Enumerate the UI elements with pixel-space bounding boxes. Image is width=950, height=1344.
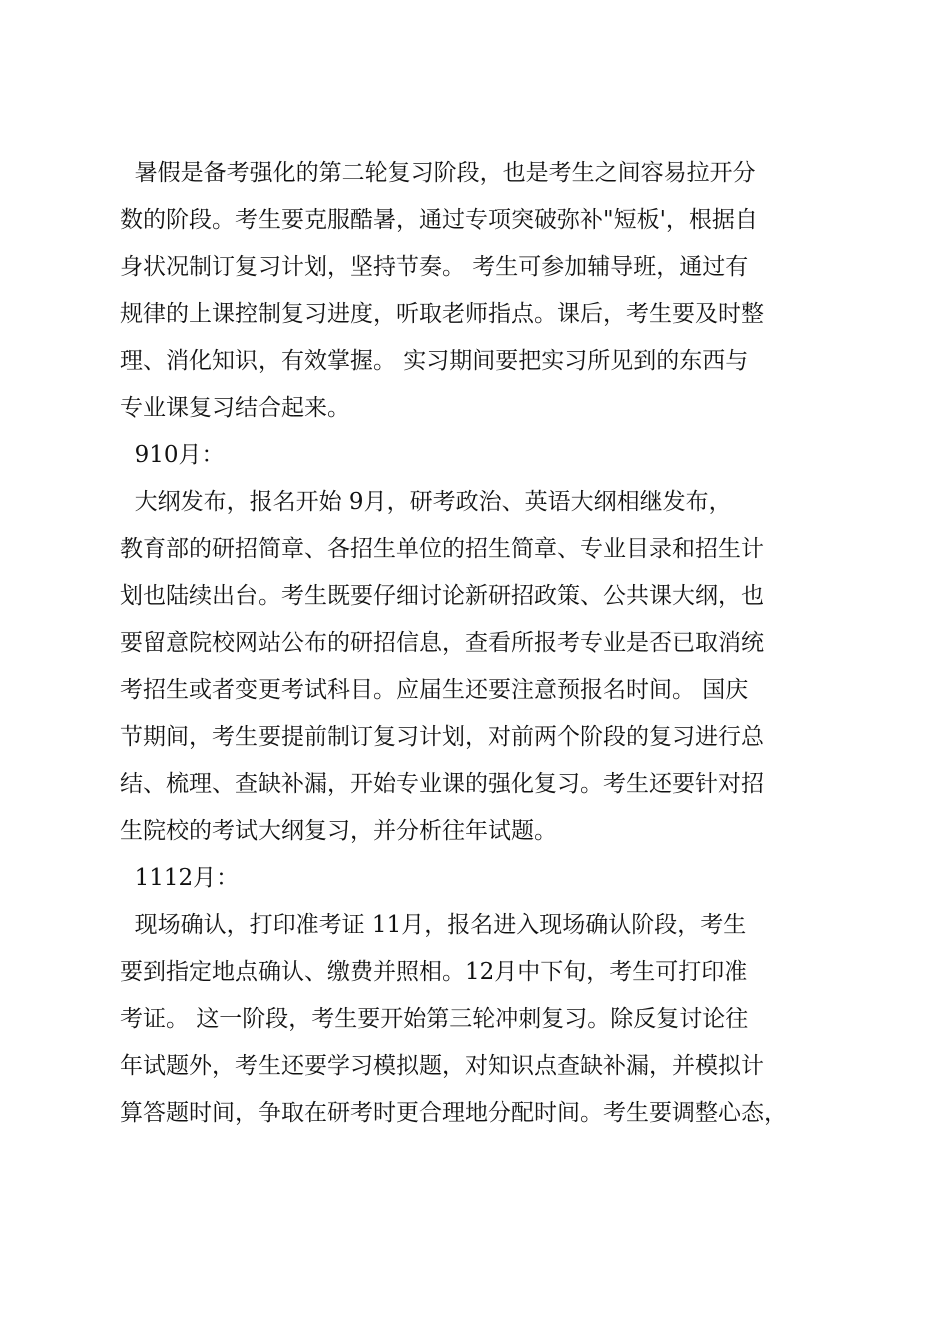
text-line: 现场确认，打印准考证 11月，报名进入现场确认阶段，考生: [120, 912, 747, 938]
text-line: 规律的上课控制复习进度，听取老师指点。课后，考生要及时整: [120, 301, 764, 327]
text-line: 数的阶段。考生要克服酷暑，通过专项突破弥补"短板'，根据自: [120, 207, 758, 233]
text-line: 要留意院校网站公布的研招信息，查看所报考专业是否已取消统: [120, 630, 764, 656]
text-line: 考证。 这一阶段，考生要开始第三轮冲刺复习。除反复讨论往: [120, 1006, 749, 1032]
text-line: 大纲发布，报名开始 9月，研考政治、英语大纲相继发布，: [120, 489, 732, 515]
section-heading: 910月：: [120, 442, 225, 468]
text-line: 身状况制订复习计划，坚持节奏。 考生可参加辅导班，通过有: [120, 254, 749, 280]
text-line: 划也陆续出台。考生既要仔细讨论新研招政策、公共课大纲，也: [120, 583, 764, 609]
text-line: 算答题时间，争取在研考时更合理地分配时间。考生要调整心态，: [120, 1100, 787, 1126]
text-line: 理、消化知识，有效掌握。 实习期间要把实习所见到的东西与: [120, 348, 749, 374]
document-body: [120, 150, 840, 1137]
text-line: 考招生或者变更考试科目。应届生还要注意预报名时间。 国庆: [120, 677, 749, 703]
text-line: 专业课复习结合起来。: [120, 395, 350, 421]
text-line: 节期间，考生要提前制订复习计划，对前两个阶段的复习进行总: [120, 724, 764, 750]
text-line: 结、梳理、查缺补漏，开始专业课的强化复习。考生还要针对招: [120, 771, 764, 797]
text-line: 生院校的考试大纲复习，并分析往年试题。: [120, 818, 557, 844]
section-heading: 1112月：: [120, 865, 240, 891]
text-line: 要到指定地点确认、缴费并照相。12月中下旬，考生可打印准: [120, 959, 748, 985]
text-line: 暑假是备考强化的第二轮复习阶段，也是考生之间容易拉开分: [120, 160, 756, 186]
text-line: 年试题外，考生还要学习模拟题，对知识点查缺补漏，并模拟计: [120, 1053, 764, 1079]
text-line: 教育部的研招简章、各招生单位的招生简章、专业目录和招生计: [120, 536, 764, 562]
